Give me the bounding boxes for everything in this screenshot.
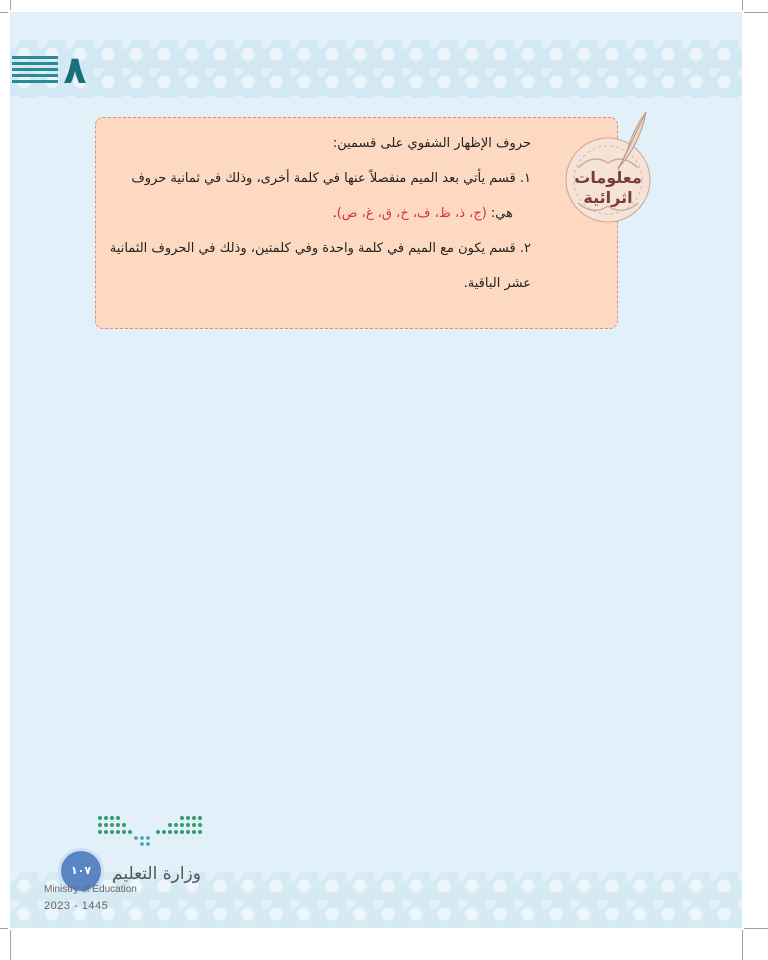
ministry-name-english: Ministry of Education [44, 884, 137, 895]
crop-mark [0, 12, 8, 13]
crop-mark [742, 930, 743, 960]
info-heading: حروف الإظهار الشفوي على قسمين: [332, 136, 531, 151]
crop-mark [10, 930, 11, 960]
ministry-name-arabic: وزارة التعليم [112, 864, 201, 884]
item-2-line-2: عشر الباقية. [463, 276, 531, 291]
badge-title [558, 168, 658, 208]
ministry-logo-dots-icon [96, 812, 206, 848]
enrichment-info-box [95, 117, 618, 329]
item-1-suffix: . [332, 206, 337, 221]
enrichment-badge [558, 108, 663, 238]
item-1-prefix: هي: [486, 206, 513, 221]
header-ornament-band [10, 40, 742, 98]
book-page [10, 12, 742, 928]
izhar-letters: (ج، ذ، ظ، ف، خ، ق، غ، ص) [336, 206, 487, 221]
page-number: ٨ [63, 48, 87, 92]
info-text [106, 130, 531, 294]
crop-mark [742, 0, 743, 10]
item-1-line-1: ١. قسم يأتي بعد الميم منفصلاً عنها في كلمة أخرى، وذلك في ثمانية حروف [131, 171, 531, 186]
crop-mark [0, 928, 8, 929]
crop-mark [744, 12, 768, 13]
badge-title-line-1: معلومات [574, 168, 642, 187]
item-1-line-2 [106, 204, 531, 224]
crop-mark [744, 928, 768, 929]
edition-year: 2023 - 1445 [44, 900, 109, 912]
badge-title-line-2: اثرائية [583, 188, 633, 207]
seal-number: ١٠٧ [70, 864, 92, 877]
crop-mark [10, 0, 11, 10]
item-2-line-1: ٢. قسم يكون مع الميم في كلمة واحدة وفي كلمتين، وذلك في الحروف الثمانية [109, 241, 531, 256]
header-stripes [12, 56, 58, 86]
